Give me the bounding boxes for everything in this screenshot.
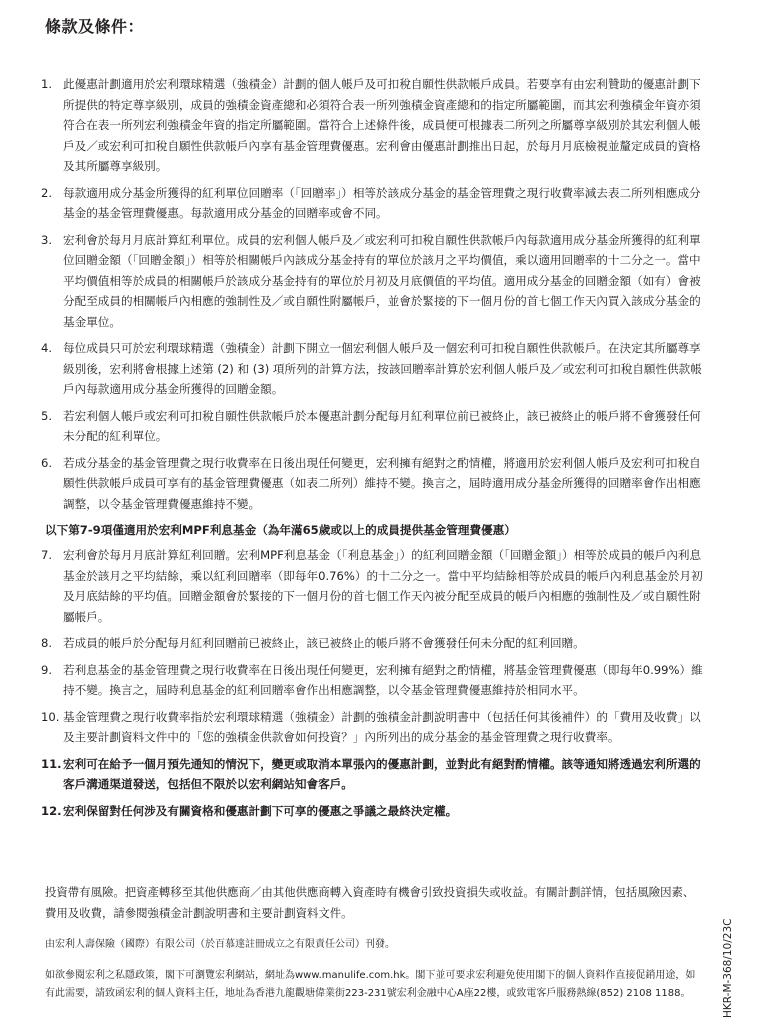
term-text: 若利息基金的基金管理費之現行收費率在日後出現任何變更，宏利擁有絕對之酌情權，將基金管理費優惠（即每年0.99%）維持不變。換言之，屆時利息基金的紅利回贈率會作出相應調整，以令基金管理費優惠維持於相同水平。 bbox=[63, 662, 703, 697]
term-item bbox=[41, 183, 703, 224]
term-item bbox=[41, 545, 703, 627]
term-number: 8. bbox=[41, 636, 53, 650]
term-item bbox=[41, 660, 703, 701]
term-number: 3. bbox=[41, 232, 53, 247]
term-item bbox=[41, 230, 703, 333]
term-number: 10. bbox=[41, 709, 60, 724]
term-number: 11. bbox=[41, 756, 62, 771]
term-item bbox=[41, 754, 703, 795]
term-number: 2. bbox=[41, 185, 53, 200]
term-number: 4. bbox=[41, 341, 53, 355]
section-subheading: 以下第7-9項僅適用於宏利MPF利息基金（為年滿65歲或以上的成員提供基金管理費優惠） bbox=[45, 523, 516, 537]
term-text: 宏利會於每月月底計算紅利單位。成員的宏利個人帳戶及／或宏利可扣稅自願性供款帳戶內每款適用成分基金所獲得的紅利單位回贈金額（「回贈金額」）相等於相關帳戶內該成分基金持有的單位於該月之平均價值，乘以適用回贈率的十二分之一。當中平均價值相等於成員的相關帳戶於該成分基金持有的單位於月初及月底價值的平均值。適用成分基金的回贈金額（如有）會被分配至成員的相關帳戶內相應的強制性及／或自願性附屬帳戶，並會於緊接的下一個月份的首七個工作天內買入該成分基金的基金單位。 bbox=[63, 232, 701, 329]
term-item bbox=[41, 406, 703, 447]
term-text: 宏利可在給予一個月預先通知的情況下，變更或取消本單張內的優惠計劃，並對此有絕對酌情權。該等通知將透過宏利所選的客戶溝通渠道發送，包括但不限於以宏利網站知會客戶。 bbox=[63, 756, 701, 791]
term-item bbox=[41, 801, 703, 822]
term-text: 此優惠計劃適用於宏利環球精選（強積金）計劃的個人帳戶及可扣稅自願性供款帳戶成員。若要享有由宏利贊助的優惠計劃下所提供的特定尊享級別，成員的強積金資產總和必須符合表一所列強積金資產總和的指定所屬範圍，而其宏利強積金年資亦須符合在表一所列宏利強積金年資的指定所屬範圍。當符合上述條件後，成員便可根據表二所列之所屬尊享級別於其宏利個人帳戶及／或宏利可扣稅自願性供款帳戶內享有基金管理費優惠。宏利會由優惠計劃推出日起，於每月月底檢視並釐定成員的資格及其所屬尊享級別。 bbox=[63, 77, 701, 173]
term-text: 若宏利個人帳戶或宏利可扣稅自願性供款帳戶於本優惠計劃分配每月紅利單位前已被終止，該已被終止的帳戶將不會獲發任何未分配的紅利單位。 bbox=[63, 408, 701, 443]
term-number: 5. bbox=[41, 408, 53, 423]
term-text: 宏利會於每月月底計算紅利回贈。宏利MPF利息基金（「利息基金」）的紅利回贈金額（「回贈金額」）相等於成員的帳戶內利息基金於該月之平均結餘，乘以紅利回贈率（即每年0.76%）的十二分之一。當中平均結餘相等於成員的帳戶內利息基金於月初及月底結餘的平均值。回贈金額會於緊接的下一個月份的首七個工作天內被分配至成員的帳戶內相應的強制性及／或自願性附屬帳戶。 bbox=[63, 548, 703, 624]
term-text: 每位成員只可於宏利環球精選（強積金）計劃下開立一個宏利個人帳戶及一個宏利可扣稅自願性供款帳戶。在決定其所屬尊享級別後，宏利將會根據上述第 (2) 和 (3) 項所列的計算方法，按該回贈率計算於宏利個人帳戶及／或宏利可扣稅自願性供款帳戶內每款適用成分基金所獲得的回贈金額。 bbox=[63, 341, 702, 396]
term-text: 每款適用成分基金所獲得的紅利單位回贈率（「回贈率」）相等於該成分基金的基金管理費之現行收費率減去表二所列相應成分基金的基金管理費優惠。每款適用成分基金的回贈率或會不同。 bbox=[63, 185, 701, 220]
term-number: 7. bbox=[41, 548, 53, 562]
risk-disclaimer: 投資帶有風險。把資產轉移至其他供應商／由其他供應商轉入資產時有機會引致投資損失或收益。有關計劃詳情，包括風險因素、費用及收費，請參閱強積金計劃說明書和主要計劃資料文件。 bbox=[45, 885, 695, 920]
page-title: 條款及條件： bbox=[45, 17, 145, 36]
privacy-note: 如欲參閱宏利之私隱政策，閣下可瀏覽宏利網站，網址為www.manulife.com.hk。閣下並可要求宏利避免使用閣下的個人資料作直接促銷用途，如有此需要，請致函宏利的個人資料主任，地址為香港九龍觀塘偉業街223-231號宏利金融中心A座22樓，或致電客戶服務熱線(852) 2108 1188。 bbox=[45, 970, 696, 999]
term-item bbox=[41, 633, 703, 654]
term-item bbox=[41, 707, 703, 748]
term-item bbox=[41, 338, 703, 400]
term-text: 基金管理費之現行收費率指於宏利環球精選（強積金）計劃的強積金計劃說明書中（包括任何其後補件）的「費用及收費」以及主要計劃資料文件中的「您的強積金供款會如何投資？」內所列出的成分基金的基金管理費之現行收費率。 bbox=[63, 709, 701, 744]
terms-list bbox=[41, 74, 703, 827]
term-number: 9. bbox=[41, 662, 53, 677]
term-number: 6. bbox=[41, 455, 53, 470]
term-text: 若成分基金的基金管理費之現行收費率在日後出現任何變更，宏利擁有絕對之酌情權，將適用於宏利個人帳戶及宏利可扣稅自願性供款帳戶成員可享有的基金管理費優惠（如表二所列）維持不變。換言之，屆時適用成分基金所獲得的回贈率會作出相應調整，以令基金管理費優惠維持不變。 bbox=[63, 455, 701, 511]
term-item bbox=[41, 74, 703, 177]
term-text: 宏利保留對任何涉及有關資格和優惠計劃下可享的優惠之爭議之最終決定權。 bbox=[63, 803, 458, 818]
document-code: HKR-M-368/10/23C bbox=[722, 918, 734, 1018]
issuer-note: 由宏利人壽保險（國際）有限公司（於百慕達註冊成立之有限責任公司）刊發。 bbox=[45, 939, 395, 950]
term-item bbox=[41, 453, 703, 515]
term-number: 12. bbox=[41, 803, 62, 818]
term-number: 1. bbox=[41, 77, 53, 91]
term-text: 若成員的帳戶於分配每月紅利回贈前已被終止，該已被終止的帳戶將不會獲發任何未分配的紅利回贈。 bbox=[63, 636, 585, 650]
